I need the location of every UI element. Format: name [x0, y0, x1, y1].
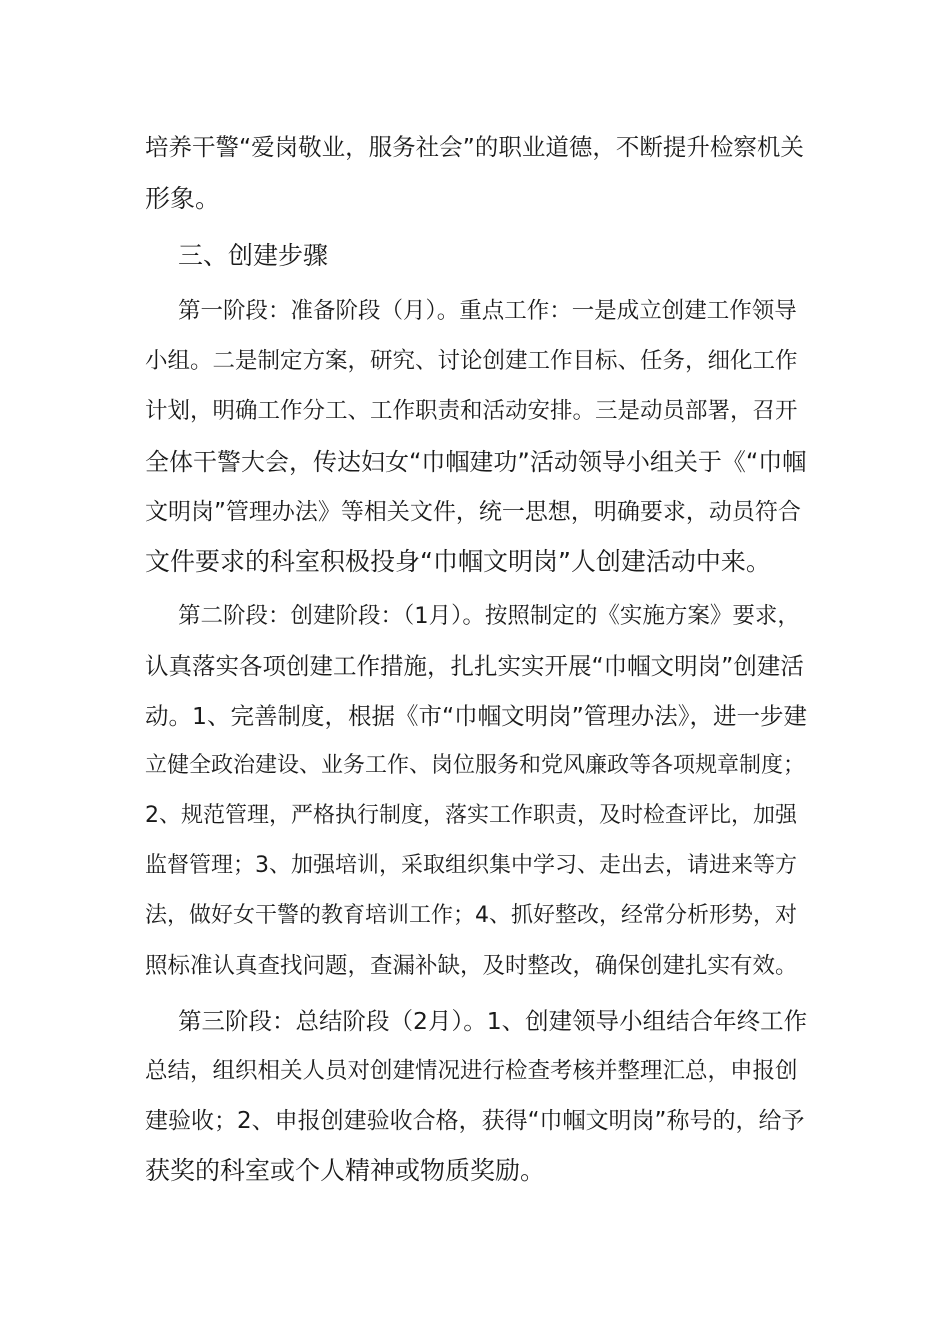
text-line: 培养干警“爱岗敬业，服务社会”的职业道德，不断提升检察机关	[145, 133, 804, 161]
text-line: 照标准认真查找问题，查漏补缺，及时整改，确保创建扎实有效。	[145, 953, 798, 979]
text-line: 法，做好女干警的教育培训工作；4、抓好整改，经常分析形势，对	[145, 903, 797, 928]
text-line: 形象。	[145, 184, 221, 213]
text-line: 文明岗”管理办法》等相关文件，统一思想，明确要求，动员符合	[145, 499, 801, 525]
text-line: 监督管理；3、加强培训，采取组织集中学习、走出去，请进来等方	[145, 853, 797, 878]
text-line: 第三阶段：总结阶段（2月）。1、创建领导小组结合年终工作	[178, 1007, 808, 1035]
section-heading: 三、创建步骤	[178, 241, 329, 270]
text-line: 小组。二是制定方案，研究、讨论创建工作目标、任务，细化工作	[145, 348, 798, 374]
text-line: 第二阶段：创建阶段：（1月）。按照制定的《实施方案》要求，	[178, 603, 800, 629]
text-line: 2、规范管理，严格执行制度，落实工作职责，及时检查评比，加强	[145, 803, 797, 828]
text-line: 建验收；2、申报创建验收合格，获得“巾帼文明岗”称号的，给予	[145, 1108, 805, 1134]
text-line: 第一阶段：准备阶段（月）。重点工作：一是成立创建工作领导	[178, 298, 797, 324]
text-line: 获奖的科室或个人精神或物质奖励。	[145, 1156, 546, 1185]
text-line: 计划，明确工作分工、工作职责和活动安排。三是动员部署，召开	[145, 398, 798, 424]
text-line: 文件要求的科室积极投身“巾帼文明岗”人创建活动中来。	[145, 547, 771, 576]
text-line: 立健全政治建设、业务工作、岗位服务和党风廉政等各项规章制度；	[145, 753, 806, 778]
text-line: 总结，组织相关人员对创建情况进行检查考核并整理汇总，申报创	[145, 1058, 798, 1084]
text-line: 全体干警大会，传达妇女“巾帼建功”活动领导小组关于《“巾帼	[145, 448, 807, 476]
text-line: 动。1、完善制度，根据《市“巾帼文明岗”管理办法》，进一步建	[145, 702, 808, 730]
text-line: 认真落实各项创建工作措施，扎扎实实开展“巾帼文明岗”创建活	[145, 652, 804, 680]
